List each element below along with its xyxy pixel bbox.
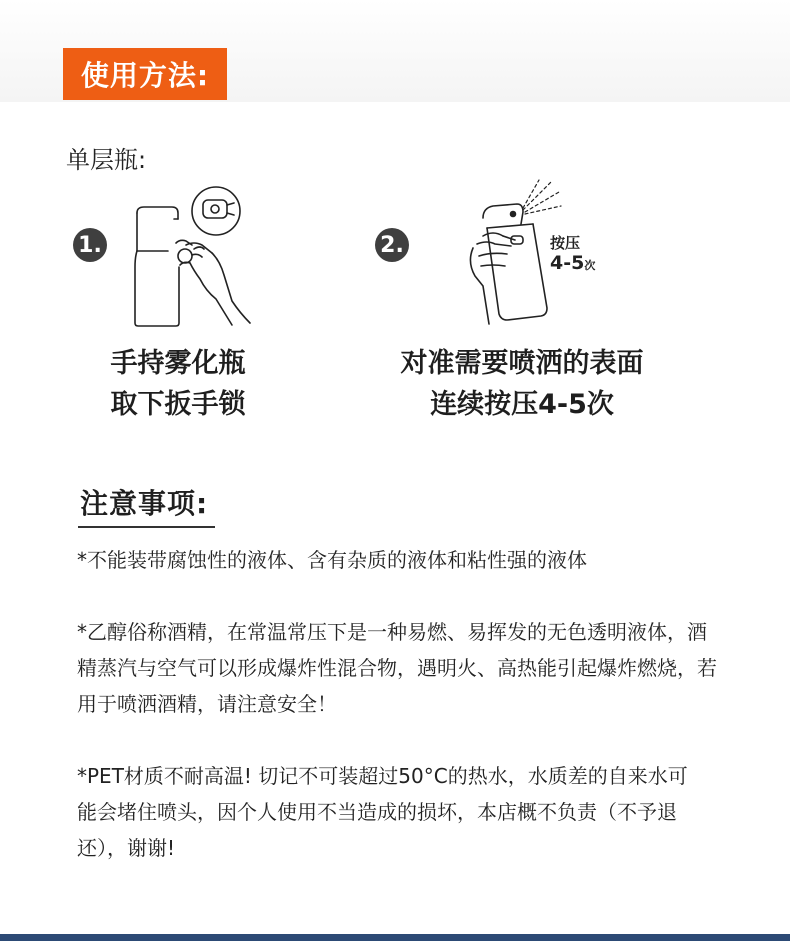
hand-spraying-illustration xyxy=(463,178,563,326)
note-item-3: *PET材质不耐高温! 切记不可装超过50°C的热水，水质差的自来水可能会堵住喷头，因个人使用不当造成的损坏，本店概不负责（不予退还），谢谢! xyxy=(77,764,688,860)
hand-removing-lock-illustration xyxy=(128,183,252,329)
notes-title: 注意事项: xyxy=(80,487,209,520)
note-item-1: *不能装带腐蚀性的液体、含有杂质的液体和粘性强的液体 xyxy=(77,548,587,572)
step-1-badge: 1. xyxy=(73,228,107,262)
press-unit: 次 xyxy=(584,259,596,272)
bottle-type-label: 单层瓶: xyxy=(66,146,147,174)
step-2-badge: 2. xyxy=(375,228,409,262)
usage-method-heading: 使用方法: xyxy=(63,48,227,100)
press-count-line xyxy=(550,253,595,276)
step-2-caption-line2: 连续按压4-5次 xyxy=(430,389,614,420)
note-item-2: *乙醇俗称酒精，在常温常压下是一种易燃、易挥发的无色透明液体，酒精蒸汽与空气可以形成爆炸性混合物，遇明火、高热能引起爆炸燃烧，若用于喷洒酒精，请注意安全！ xyxy=(77,620,717,716)
step-1-caption xyxy=(62,343,294,425)
step-2-caption xyxy=(370,343,674,425)
footer-bar xyxy=(0,934,790,941)
press-label-group xyxy=(550,233,595,276)
step-2-caption-line1: 对准需要喷洒的表面 xyxy=(400,348,644,379)
notes-title-underline xyxy=(78,526,215,528)
press-count: 4-5 xyxy=(550,252,585,274)
step-1-caption-line1: 手持雾化瓶 xyxy=(110,348,246,379)
step-1-caption-line2: 取下扳手锁 xyxy=(110,389,246,420)
press-label: 按压 xyxy=(550,234,581,252)
